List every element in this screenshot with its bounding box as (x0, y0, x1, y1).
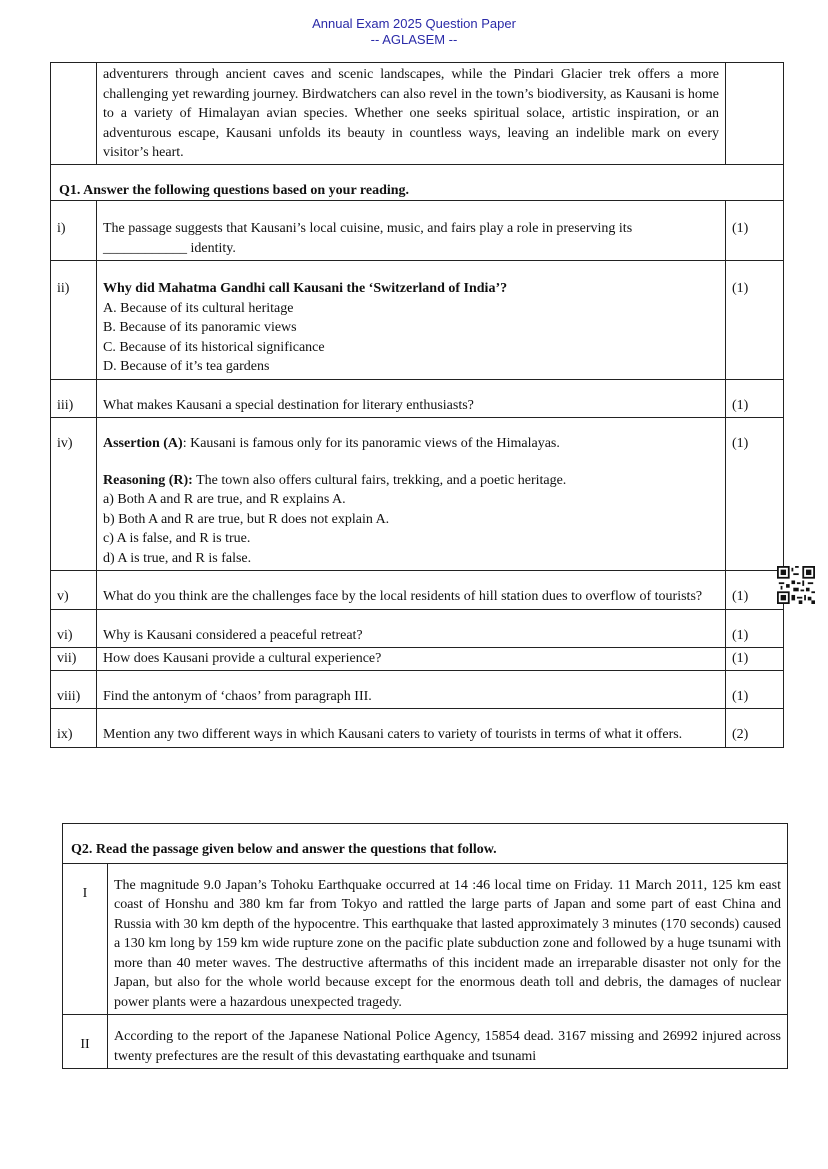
question-marks: (1) (726, 670, 784, 709)
question-text: Mention any two different ways in which Kausani caters to variety of tourists in terms of what it offers. (97, 709, 726, 748)
question-row-viii (51, 670, 784, 709)
question-number: vi) (51, 609, 97, 648)
q2-heading: Q2. Read the passage given below and answer the questions that follow. (63, 824, 788, 864)
assertion-text: : Kausani is famous only for its panoramic views of the Himalayas. (182, 436, 560, 451)
question-text: What makes Kausani a special destination for literary enthusiasts? (97, 379, 726, 418)
option-a: a) Both A and R are true, and R explains A. (103, 492, 346, 507)
mcq-block (97, 261, 726, 380)
question-text: The passage suggests that Kausani’s local cuisine, music, and fairs play a role in preserving its ____________ identity. (97, 201, 726, 261)
option-c: C. Because of its historical significance (103, 339, 325, 355)
question-text: Find the antonym of ‘chaos’ from paragraph III. (97, 670, 726, 709)
question-text: How does Kausani provide a cultural experience? (97, 648, 726, 671)
question-marks: (1) (726, 201, 784, 261)
assertion (103, 434, 719, 454)
option-b: B. Because of its panoramic views (103, 320, 297, 335)
assertion-label: Assertion (A) (103, 436, 183, 451)
question-marks: (1) (726, 418, 784, 571)
question-number: i) (51, 201, 97, 261)
reasoning-label: Reasoning (R): (103, 472, 193, 488)
paragraph-text: According to the report of the Japanese National Police Agency, 15854 dead. 3167 missing and 26992 injured across twenty prefectures are the result of this devastating earthquake and tsunami (108, 1015, 788, 1069)
reasoning (103, 471, 719, 491)
question-row-i (51, 201, 784, 261)
question-number: ix) (51, 709, 97, 748)
header-title: Annual Exam 2025 Question Paper (312, 16, 516, 31)
question-row-vii (51, 648, 784, 671)
q1-table (50, 62, 784, 748)
question-marks: (1) (726, 648, 784, 671)
question-marks: (1) (726, 261, 784, 380)
question-text: Why is Kausani considered a peaceful retreat? (97, 609, 726, 648)
paragraph-text: The magnitude 9.0 Japan’s Tohoku Earthquake occurred at 14 :46 local time on Friday. 11 March 2011, 125 km east coast of Honshu and 380 km far from Tokyo and rattled the large parts of Japan and some part of east China and Russia with 30 km depth of the hypocentre. This earthquake that lasted approximately 3 minutes (170 seconds) caused a 130 km long by 159 km wide rupture zone on the pacific plate subduction zone and followed by a huge tsunami with more than 40 meter waves. The destructive aftermaths of this incident made an irreparable disaster not only for the Japan, but also for the whole world because except for the enormous death toll and debris, the damages of nuclear power plants were a hazardous unexpected tragedy. (108, 863, 788, 1015)
option-b: b) Both A and R are true, but R does not explain A. (103, 511, 390, 527)
q1-heading: Q1. Answer the following questions based on your reading. (51, 164, 784, 201)
question-text: What do you think are the challenges face by the local residents of hill station dues to overflow of tourists? (97, 571, 726, 610)
question-number: iii) (51, 379, 97, 418)
assertion-reason-block (97, 418, 726, 571)
qr-code-icon (777, 566, 815, 604)
question-number: viii) (51, 670, 97, 709)
option-a: A. Because of its cultural heritage (103, 300, 294, 316)
paragraph-number: I (63, 863, 108, 1015)
q2-paragraph-row-i (63, 863, 788, 1015)
page-header (0, 16, 828, 48)
q2-paragraph-row-ii (63, 1015, 788, 1069)
question-number: ii) (51, 261, 97, 380)
q2-table (62, 823, 788, 1069)
passage-row (51, 63, 784, 165)
option-d: D. Because of it’s tea gardens (103, 359, 270, 374)
question-number: vii) (51, 648, 97, 671)
q2-heading-row (63, 824, 788, 864)
question-number: iv) (51, 418, 97, 571)
option-c: c) A is false, and R is true. (103, 531, 251, 546)
question-row-ix (51, 709, 784, 748)
question-marks: (1) (726, 379, 784, 418)
question-row-iii (51, 379, 784, 418)
question-marks: (1) (726, 571, 784, 610)
question-marks: (2) (726, 709, 784, 748)
question-row-vi (51, 609, 784, 648)
question-text: Why did Mahatma Gandhi call Kausani the ‘Switzerland of India’? (103, 281, 508, 296)
paragraph-number: II (63, 1015, 108, 1069)
question-row-ii (51, 261, 784, 380)
question-row-iv (51, 418, 784, 571)
passage-tail: adventurers through ancient caves and scenic landscapes, while the Pindari Glacier trek offers a more challenging yet rewarding journey. Birdwatchers can also revel in the town’s biodiversity, as Kausani is home to a variety of Himalayan avian species. Whether one seeks spiritual solace, artistic inspiration, or an adventurous escape, Kausani unfolds its beauty in countless ways, leaving an indelible mark on every visitor’s heart. (97, 63, 726, 165)
reasoning-text: The town also offers cultural fairs, trekking, and a poetic heritage. (192, 472, 567, 488)
question-row-v (51, 571, 784, 610)
q1-heading-row (51, 164, 784, 201)
question-marks: (1) (726, 609, 784, 648)
option-d: d) A is true, and R is false. (103, 550, 252, 566)
header-source: -- AGLASEM -- (370, 32, 458, 47)
question-number: v) (51, 571, 97, 610)
